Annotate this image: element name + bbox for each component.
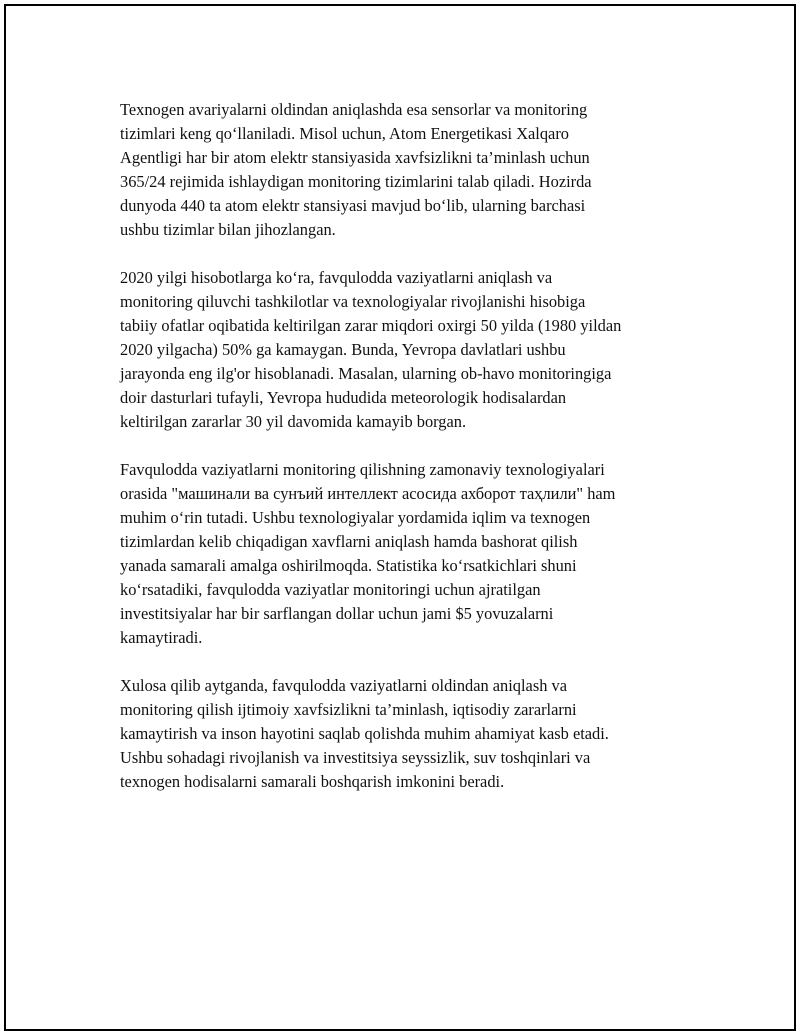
paragraph-3: Favqulodda vaziyatlarni monitoring qilishning zamonaviy texnologiyalari orasida "машинали ва сунъий интеллект асосида ахборот таҳлили" ham muhim o‘rin tutadi. Ushbu texnologiyalar yordamida iqlim va texnogen tizimlardan kelib chiqadigan xavflarni aniqlash hamda bashorat qilish yanada samarali amalga oshirilmoqda. Statistika ko‘rsatkichlari shuni ko‘rsatadiki, favqulodda vaziyatlar monitoringi uchun ajratilgan investitsiyalar har bir sarflangan dollar uchun jami $5 yovuzalarni kamaytiradi. <box>120 460 616 647</box>
paragraph-1: Texnogen avariyalarni oldindan aniqlashda esa sensorlar va monitoring tizimlari keng qo‘llaniladi. Misol uchun, Atom Energetikasi Xalqaro Agentligi har bir atom elektr stansiyasida xavfsizlikni ta’minlash uchun 365/24 rejimida ishlaydigan monitoring tizimlarini talab qiladi. Hozirda dunyoda 440 ta atom elektr stansiyasi mavjud bo‘lib, ularning barchasi ushbu tizimlar bilan jihozlangan. <box>120 100 592 239</box>
document-body <box>120 98 680 818</box>
paragraph-4: Xulosa qilib aytganda, favqulodda vaziyatlarni oldindan aniqlash va monitoring qilish ijtimoiy xavfsizlikni ta’minlash, iqtisodiy zararlarni kamaytirish va inson hayotini saqlab qolishda muhim ahamiyat kasb etadi. Ushbu sohadagi rivojlanish va investitsiya seyssizlik, suv toshqinlari va texnogen hodisalarni samarali boshqarish imkonini beradi. <box>120 676 609 791</box>
page-frame <box>4 4 796 1031</box>
paragraph-2: 2020 yilgi hisobotlarga ko‘ra, favqulodda vaziyatlarni aniqlash va monitoring qiluvchi tashkilotlar va texnologiyalar rivojlanishi hisobiga tabiiy ofatlar oqibatida keltirilgan zarar miqdori oxirgi 50 yilda (1980 yildan 2020 yilgacha) 50% ga kamaygan. Bunda, Yevropa davlatlari ushbu jarayonda eng ilg'or hisoblanadi. Masalan, ularning ob-havo monitoringiga doir dasturlari tufayli, Yevropa hududida meteorologik hodisalardan keltirilgan zararlar 30 yil davomida kamayib borgan. <box>120 268 622 431</box>
